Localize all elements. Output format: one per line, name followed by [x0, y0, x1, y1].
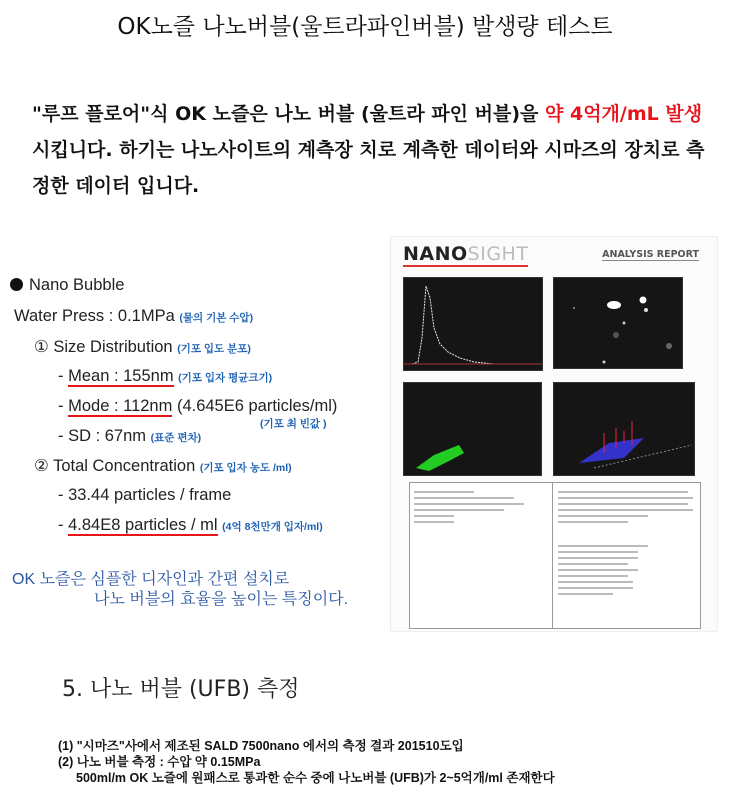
- mean-line: [58, 367, 272, 386]
- section-heading: 5. 나노 버블 (UFB) 측정: [62, 677, 300, 702]
- green-scatter: [404, 383, 541, 475]
- measurement-notes: [58, 738, 555, 786]
- text-line: [558, 581, 633, 583]
- intro-paragraph: [32, 96, 712, 204]
- dash: -: [58, 367, 64, 385]
- distribution-curve: [404, 278, 542, 370]
- mode-note: (기포 최 빈값 ): [260, 418, 327, 430]
- particles-image: [554, 278, 682, 368]
- sample-video-frame: [553, 277, 683, 369]
- text-line: [558, 551, 638, 553]
- text-line: [558, 545, 648, 547]
- text-line: [414, 503, 524, 505]
- sd-note: (표준 편차): [150, 432, 202, 444]
- mean-value: Mean : 155nm: [68, 367, 174, 385]
- logo-bold: NANO: [403, 243, 468, 265]
- slogan-line-1: OK 노즐은 심플한 디자인과 간편 설치로: [12, 571, 290, 588]
- text-line: [558, 515, 648, 517]
- note-1: (1) "시마즈"사에서 제조된 SALD 7500nano 에서의 측정 결과 201510도입: [58, 739, 464, 753]
- intro-highlight: 약 4억개/mL 발생: [545, 103, 703, 125]
- dash: -: [58, 397, 64, 415]
- text-line: [558, 587, 633, 589]
- nanosight-logo: [403, 243, 528, 267]
- sd-line: [58, 427, 201, 446]
- total-line: [34, 456, 292, 476]
- sd-value: - SD : 67nm: [58, 427, 147, 445]
- size-dist-note: (기포 입도 분포): [177, 343, 251, 355]
- water-press-note: (물의 기본 수압): [179, 312, 254, 324]
- text-line: [558, 575, 628, 577]
- per-ml-line: [58, 516, 323, 535]
- mode-extra: (4.645E6 particles/ml): [172, 397, 338, 415]
- note-3: 500ml/m OK 노즐에 원패스로 통과한 순수 중에 나노버블 (UFB)가 2~5억개/ml 존재한다: [76, 771, 555, 785]
- 3d-bars: [554, 383, 694, 475]
- text-line: [558, 503, 688, 505]
- report-table: [409, 482, 701, 629]
- size-dist-line: [34, 337, 251, 357]
- mode-value: Mode : 112nm: [68, 397, 173, 415]
- text-line: [558, 491, 688, 493]
- page-title: OK노즐 나노버블(울트라파인버블) 발생량 테스트: [117, 14, 613, 40]
- total-note: (기포 입자 농도 /ml): [199, 462, 292, 474]
- report-title: ANALYSIS REPORT: [602, 249, 699, 260]
- text-line: [558, 497, 693, 499]
- total: ② Total Concentration: [34, 457, 196, 475]
- 3d-plot: [553, 382, 695, 476]
- heading-text: Nano Bubble: [29, 276, 125, 294]
- intro-text-2: 시킵니다. 하기는 나노사이트의 계측장 치로 계측한 데이터와 시마즈의 장치로 측정한 데이터 입니다.: [32, 139, 705, 197]
- size-dist: ① Size Distribution: [34, 338, 173, 356]
- per-ml-value: 4.84E8 particles / ml: [68, 516, 218, 534]
- text-line: [414, 491, 474, 493]
- text-line: [558, 563, 628, 565]
- text-line: [558, 521, 628, 523]
- mean-note: (기포 입자 평균크기): [178, 372, 273, 384]
- text-line: [414, 521, 454, 523]
- water-press: Water Press : 0.1MPa: [14, 307, 175, 325]
- text-line: [558, 569, 638, 571]
- logo-light: SIGHT: [467, 243, 529, 265]
- table-divider: [552, 483, 553, 628]
- text-line: [414, 497, 514, 499]
- size-concentration-graph: [403, 277, 543, 371]
- summary-heading: [10, 276, 124, 295]
- nano-bubble-summary: [10, 270, 380, 610]
- size-intensity-graph: [403, 382, 542, 476]
- mode-line: [58, 397, 337, 416]
- text-line: [558, 509, 693, 511]
- text-line: [414, 509, 504, 511]
- text-line: [414, 515, 454, 517]
- text-line: [558, 593, 613, 595]
- bullet-icon: [10, 278, 23, 291]
- slogan-line-2: 나노 버블의 효율을 높이는 특징이다.: [94, 591, 349, 608]
- note-2: (2) 나노 버블 측정 : 수압 약 0.15MPa: [58, 755, 261, 769]
- analysis-report-image: [390, 236, 718, 632]
- text-line: [558, 557, 638, 559]
- per-ml-note: (4억 8천만개 입자/ml): [222, 521, 323, 533]
- water-press-line: [14, 307, 253, 326]
- dash: -: [58, 516, 64, 534]
- intro-text-1: "루프 플로어"식 OK 노즐은 나노 버블 (울트라 파인 버블)을: [32, 103, 546, 125]
- per-frame: - 33.44 particles / frame: [58, 486, 232, 504]
